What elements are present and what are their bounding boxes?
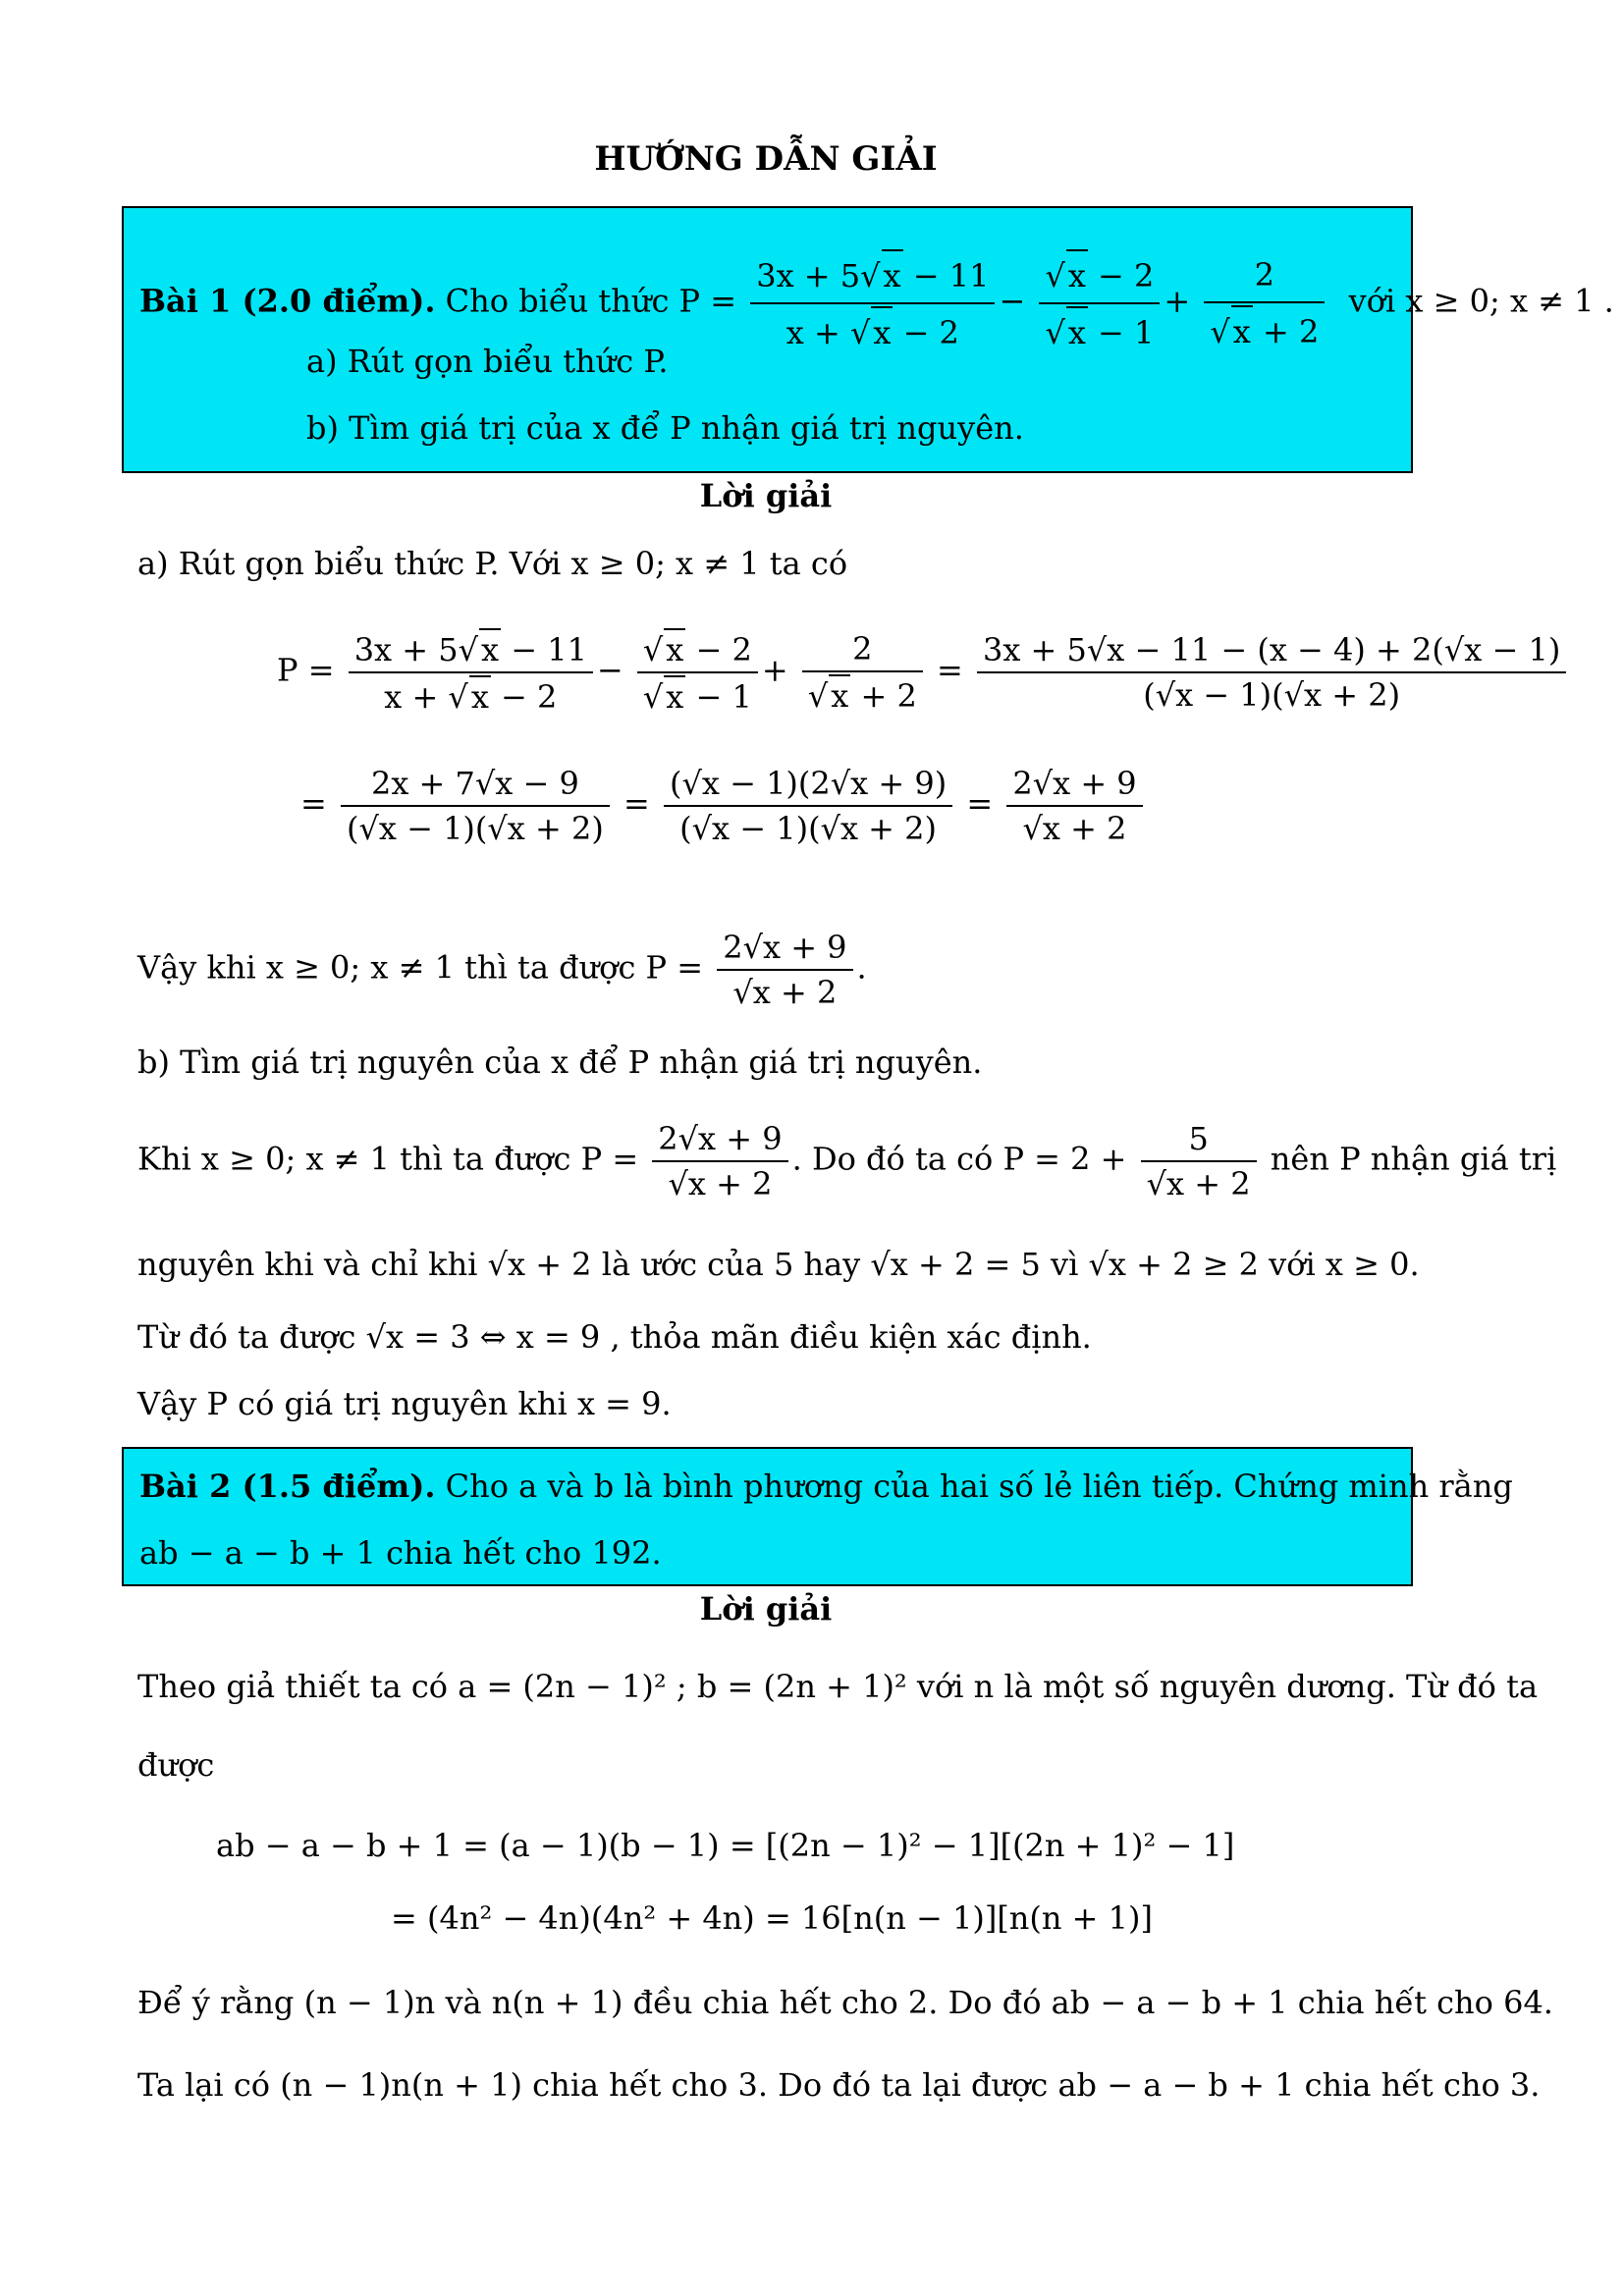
- solution-1-khi-line: Khi x ≥ 0; x ≠ 1 thì ta được P = $\frac{2√x + 9}{√x + 2}$ . Do đó ta có P = 2 + $\frac{5}{√x + 2}$ nên P nhận giá trị: [137, 1120, 1557, 1202]
- solution-2-equation-1: ab − a − b + 1 = (a − 1)(b − 1) = [(2n − 1)² − 1][(2n + 1)² − 1]: [216, 1827, 1235, 1864]
- problem-1-box: [122, 206, 1614, 473]
- solution-1-nguyen-line: nguyên khi và chỉ khi √x + 2 là ước của 5 hay √x + 2 = 5 vì √x + 2 ≥ 2 với x ≥ 0.: [137, 1246, 1420, 1283]
- solution-2-line-2: được: [137, 1746, 215, 1784]
- solution-1-conclusion: Vậy P có giá trị nguyên khi x = 9.: [137, 1385, 672, 1422]
- problem-1-statement: Bài 1 (2.0 điểm). Cho biểu thức P = $\frac{3x + 5√x - 11}{x + √x - 2}$ − $\frac{√x - 2}{√x - 1}$ + $\frac{2}{√x + 2}$ với x ≥ 0; x ≠ 1 .: [139, 249, 1614, 357]
- problem-2-box: [122, 1447, 1513, 1586]
- solution-2-line-4: Ta lại có (n − 1)n(n + 1) chia hết cho 3. Do đó ta lại được ab − a − b + 1 chia hết cho 3.: [137, 2066, 1541, 2104]
- problem-1-question-b: b) Tìm giá trị của x để P nhận giá trị nguyên.: [306, 409, 1024, 447]
- solution-2-equation-2: = (4n² − 4n)(4n² + 4n) = 16[n(n − 1)][n(n + 1)]: [391, 1899, 1153, 1937]
- solution-1-part-b: b) Tìm giá trị nguyên của x để P nhận giá trị nguyên.: [137, 1043, 983, 1081]
- problem-2-line-2: ab − a − b + 1 chia hết cho 192.: [139, 1534, 662, 1572]
- solution-1-part-a: a) Rút gọn biểu thức P. Với x ≥ 0; x ≠ 1 ta có: [137, 545, 848, 582]
- fraction-1: $\frac{3x + 5√x - 11}{x + √x - 2}$: [750, 249, 995, 357]
- problem-1-label: Bài 1 (2.0 điểm).: [139, 282, 436, 320]
- problem-1-intro: Cho biểu thức: [445, 282, 670, 320]
- solution-1-tu-do-line: Từ đó ta được √x = 3 ⇔ x = 9 , thỏa mãn điều kiện xác định.: [137, 1318, 1092, 1356]
- fraction-3: $\frac{2}{√x + 2}$: [1204, 250, 1325, 356]
- solution-2-heading: Lời giải: [699, 1590, 833, 1628]
- solution-2-line-1: Theo giả thiết ta có a = (2n − 1)² ; b = (2n + 1)² với n là một số nguyên dương. Từ đó ta: [137, 1668, 1539, 1705]
- equation-2: = $\frac{2x + 7√x - 9}{(√x - 1)(√x + 2)}$ = $\frac{(√x - 1)(2√x + 9)}{(√x - 1)(√x + 2)}$ = $\frac{2√x + 9}{√x + 2}$: [300, 764, 1147, 848]
- page-title: HƯỚNG DẪN GIẢI: [594, 139, 938, 179]
- p-lhs: P =: [678, 282, 737, 320]
- equation-1: P = $\frac{3x + 5√x - 11}{x + √x - 2}$ − $\frac{√x - 2}{√x - 1}$ + $\frac{2}{√x + 2}$ = $\frac{3x + 5√x - 11 - (x - 4) + 2(√x - 1)}{(√x - 1)(√x + 2)}$: [277, 628, 1570, 717]
- problem-2-label: Bài 2 (1.5 điểm).: [139, 1468, 436, 1505]
- problem-1-question-a: a) Rút gọn biểu thức P.: [306, 343, 669, 380]
- problem-1-condition: với x ≥ 0; x ≠ 1 .: [1348, 282, 1614, 320]
- solution-1-heading: Lời giải: [699, 477, 833, 514]
- equation-1-rhs: $\frac{3x + 5√x - 11 - (x - 4) + 2(√x - 1)}{(√x - 1)(√x + 2)}$: [977, 630, 1566, 715]
- problem-2-line-1: Bài 2 (1.5 điểm). Cho a và b là bình phương của hai số lẻ liên tiếp. Chứng minh rằng: [139, 1468, 1513, 1505]
- fraction-2: $\frac{√x - 2}{√x - 1}$: [1039, 249, 1160, 357]
- solution-1-result: Vậy khi x ≥ 0; x ≠ 1 thì ta được P = $\frac{2√x + 9}{√x + 2}$ .: [137, 929, 867, 1011]
- solution-2-line-3: Để ý rằng (n − 1)n và n(n + 1) đều chia hết cho 2. Do đó ab − a − b + 1 chia hết cho 64.: [137, 1984, 1553, 2021]
